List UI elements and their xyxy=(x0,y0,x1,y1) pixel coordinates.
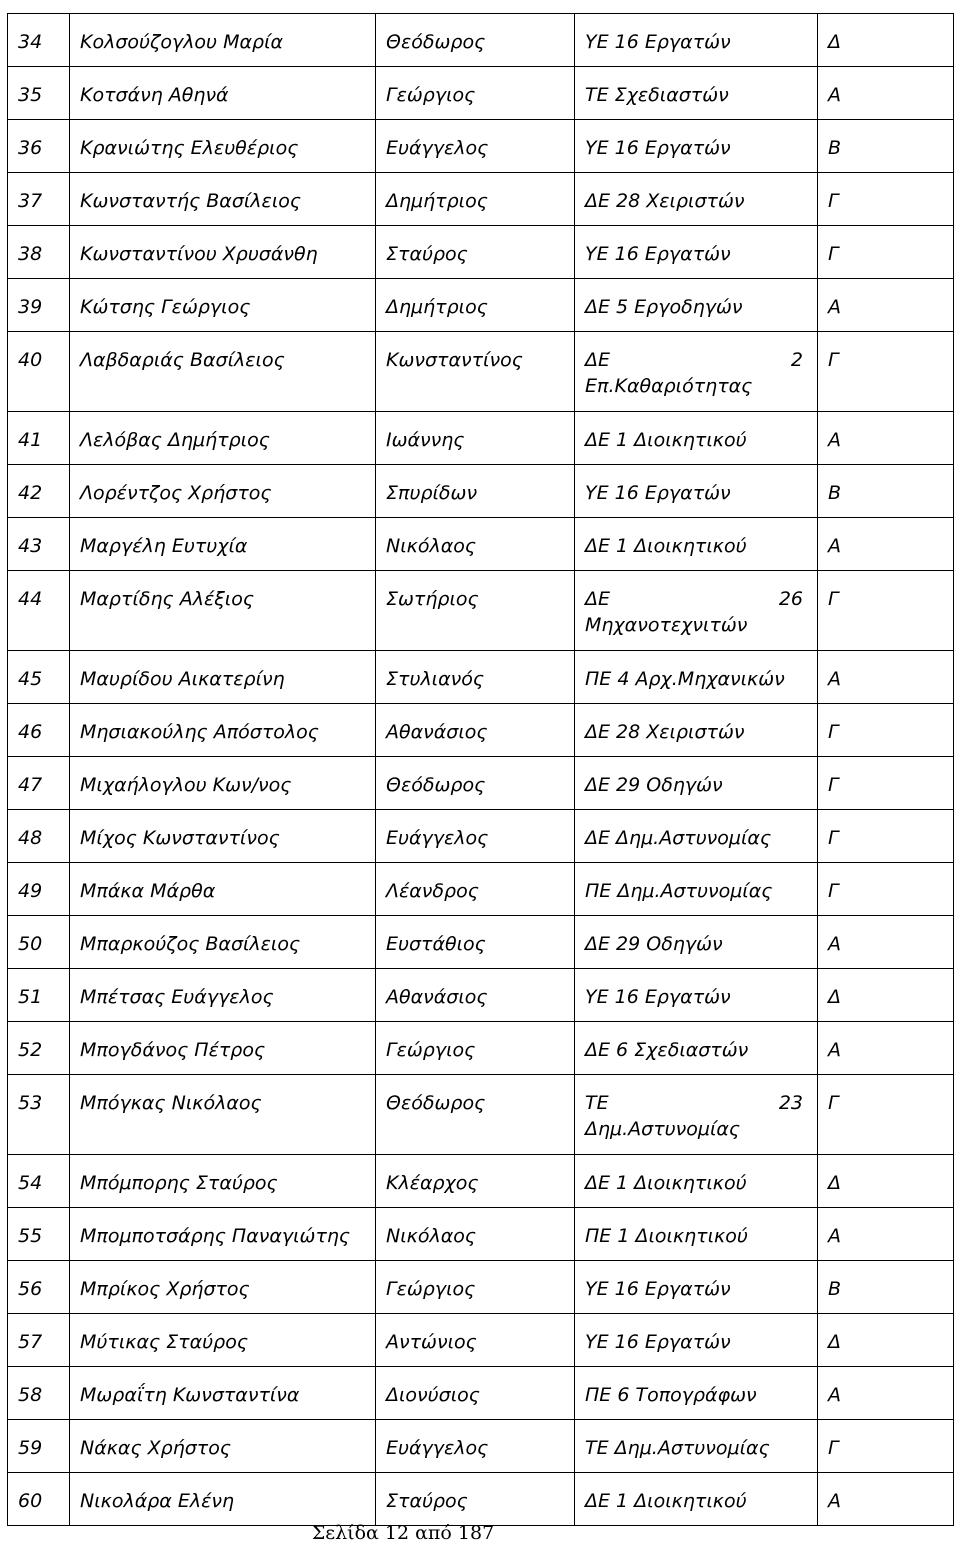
roster-page xyxy=(7,13,953,1526)
group-letter: Α xyxy=(818,651,954,704)
employee-table xyxy=(7,13,954,1526)
employee-name: Μπογδάνος Πέτρος xyxy=(70,1022,376,1075)
table-row xyxy=(8,757,954,810)
group-letter: Γ xyxy=(818,810,954,863)
employee-name: Μπρίκος Χρήστος xyxy=(70,1261,376,1314)
employee-name: Λορέντζος Χρήστος xyxy=(70,465,376,518)
father-name: Διονύσιος xyxy=(376,1367,575,1420)
employee-name: Κώτσης Γεώργιος xyxy=(70,279,376,332)
group-letter: Γ xyxy=(818,571,954,651)
employee-name: Κρανιώτης Ελευθέριος xyxy=(70,120,376,173)
row-number: 48 xyxy=(8,810,70,863)
father-name: Θεόδωρος xyxy=(376,757,575,810)
specialty: ΤΕ Δημ.Αστυνομίας xyxy=(575,1420,818,1473)
specialty: ΔΕ 1 Διοικητικού xyxy=(575,1473,818,1526)
row-number: 49 xyxy=(8,863,70,916)
row-number: 43 xyxy=(8,518,70,571)
specialty-code: 26 xyxy=(778,588,803,610)
table-row xyxy=(8,412,954,465)
father-name: Αντώνιος xyxy=(376,1314,575,1367)
table-row xyxy=(8,651,954,704)
table-row xyxy=(8,1075,954,1155)
table-row xyxy=(8,1473,954,1526)
father-name: Θεόδωρος xyxy=(376,1075,575,1155)
group-letter: Α xyxy=(818,1473,954,1526)
specialty: ΠΕ 6 Τοπογράφων xyxy=(575,1367,818,1420)
father-name: Γεώργιος xyxy=(376,1022,575,1075)
table-row xyxy=(8,969,954,1022)
table-row xyxy=(8,1155,954,1208)
row-number: 51 xyxy=(8,969,70,1022)
specialty-grade: ΤΕ xyxy=(585,1092,609,1114)
specialty-line-2: Επ.Καθαριότητας xyxy=(585,375,753,397)
row-number: 35 xyxy=(8,67,70,120)
father-name: Ιωάννης xyxy=(376,412,575,465)
father-name: Γεώργιος xyxy=(376,1261,575,1314)
specialty-line-2: Δημ.Αστυνομίας xyxy=(585,1118,741,1140)
row-number: 44 xyxy=(8,571,70,651)
row-number: 58 xyxy=(8,1367,70,1420)
group-letter: Γ xyxy=(818,1420,954,1473)
father-name: Νικόλαος xyxy=(376,1208,575,1261)
employee-name: Λαβδαριάς Βασίλειος xyxy=(70,332,376,412)
father-name: Στυλιανός xyxy=(376,651,575,704)
group-letter: Γ xyxy=(818,226,954,279)
row-number: 52 xyxy=(8,1022,70,1075)
specialty: ΔΕ 29 Οδηγών xyxy=(575,757,818,810)
employee-name: Μπαρκούζος Βασίλειος xyxy=(70,916,376,969)
specialty-grade: ΔΕ xyxy=(585,588,611,610)
specialty-code: 23 xyxy=(778,1092,803,1114)
specialty: ΥΕ 16 Εργατών xyxy=(575,120,818,173)
row-number: 40 xyxy=(8,332,70,412)
specialty: ΔΕ 1 Διοικητικού xyxy=(575,518,818,571)
father-name: Ευάγγελος xyxy=(376,810,575,863)
table-row xyxy=(8,1314,954,1367)
row-number: 38 xyxy=(8,226,70,279)
group-letter: Δ xyxy=(818,1314,954,1367)
employee-name: Κολσούζογλου Μαρία xyxy=(70,14,376,67)
row-number: 50 xyxy=(8,916,70,969)
specialty: ΔΕ 28 Χειριστών xyxy=(575,704,818,757)
specialty-code: 2 xyxy=(790,349,803,371)
specialty: ΥΕ 16 Εργατών xyxy=(575,1261,818,1314)
group-letter: Γ xyxy=(818,1075,954,1155)
group-letter: Α xyxy=(818,916,954,969)
father-name: Σταύρος xyxy=(376,1473,575,1526)
specialty: ΔΕ 28 Χειριστών xyxy=(575,173,818,226)
employee-name: Νικολάρα Ελένη xyxy=(70,1473,376,1526)
employee-name: Νάκας Χρήστος xyxy=(70,1420,376,1473)
row-number: 56 xyxy=(8,1261,70,1314)
row-number: 47 xyxy=(8,757,70,810)
employee-name: Μωραΐτη Κωνσταντίνα xyxy=(70,1367,376,1420)
group-letter: Α xyxy=(818,279,954,332)
group-letter: Γ xyxy=(818,332,954,412)
group-letter: Γ xyxy=(818,173,954,226)
employee-name: Μαρτίδης Αλέξιος xyxy=(70,571,376,651)
table-row xyxy=(8,332,954,412)
row-number: 34 xyxy=(8,14,70,67)
father-name: Κλέαρχος xyxy=(376,1155,575,1208)
group-letter: Δ xyxy=(818,14,954,67)
table-row xyxy=(8,67,954,120)
father-name: Λέανδρος xyxy=(376,863,575,916)
group-letter: Α xyxy=(818,1367,954,1420)
group-letter: Δ xyxy=(818,969,954,1022)
employee-name: Μίχος Κωνσταντίνος xyxy=(70,810,376,863)
employee-name: Μαυρίδου Αικατερίνη xyxy=(70,651,376,704)
row-number: 39 xyxy=(8,279,70,332)
specialty: ΔΕ 29 Οδηγών xyxy=(575,916,818,969)
specialty xyxy=(575,571,818,651)
specialty: ΥΕ 16 Εργατών xyxy=(575,1314,818,1367)
employee-name: Κοτσάνη Αθηνά xyxy=(70,67,376,120)
father-name: Αθανάσιος xyxy=(376,704,575,757)
specialty: ΥΕ 16 Εργατών xyxy=(575,226,818,279)
employee-name: Μησιακούλης Απόστολος xyxy=(70,704,376,757)
father-name: Δημήτριος xyxy=(376,173,575,226)
table-row xyxy=(8,1022,954,1075)
employee-name: Μπομποτσάρης Παναγιώτης xyxy=(70,1208,376,1261)
group-letter: Α xyxy=(818,1022,954,1075)
row-number: 55 xyxy=(8,1208,70,1261)
employee-name: Λελόβας Δημήτριος xyxy=(70,412,376,465)
row-number: 37 xyxy=(8,173,70,226)
table-row xyxy=(8,863,954,916)
father-name: Γεώργιος xyxy=(376,67,575,120)
father-name: Θεόδωρος xyxy=(376,14,575,67)
table-row xyxy=(8,173,954,226)
specialty: ΤΕ Σχεδιαστών xyxy=(575,67,818,120)
table-row xyxy=(8,518,954,571)
group-letter: Γ xyxy=(818,757,954,810)
page-number: Σελίδα 12 από 187 xyxy=(311,1522,495,1544)
table-row xyxy=(8,810,954,863)
father-name: Ευστάθιος xyxy=(376,916,575,969)
group-letter: Α xyxy=(818,1208,954,1261)
row-number: 60 xyxy=(8,1473,70,1526)
employee-name: Μπέτσας Ευάγγελος xyxy=(70,969,376,1022)
father-name: Ευάγγελος xyxy=(376,1420,575,1473)
employee-name: Μιχαήλογλου Κων/νος xyxy=(70,757,376,810)
specialty-line-1 xyxy=(585,1090,817,1116)
specialty-line-1 xyxy=(585,586,817,612)
group-letter: Γ xyxy=(818,863,954,916)
table-row xyxy=(8,704,954,757)
specialty: ΠΕ 4 Αρχ.Μηχανικών xyxy=(575,651,818,704)
specialty: ΔΕ 5 Εργοδηγών xyxy=(575,279,818,332)
father-name: Σταύρος xyxy=(376,226,575,279)
father-name: Σπυρίδων xyxy=(376,465,575,518)
group-letter: Β xyxy=(818,120,954,173)
row-number: 57 xyxy=(8,1314,70,1367)
employee-name: Κωνσταντής Βασίλειος xyxy=(70,173,376,226)
employee-name: Κωνσταντίνου Χρυσάνθη xyxy=(70,226,376,279)
specialty-line-1 xyxy=(585,347,817,373)
employee-name: Μπόγκας Νικόλαος xyxy=(70,1075,376,1155)
specialty: ΥΕ 16 Εργατών xyxy=(575,465,818,518)
group-letter: Β xyxy=(818,1261,954,1314)
table-row xyxy=(8,120,954,173)
specialty: ΠΕ 1 Διοικητικού xyxy=(575,1208,818,1261)
specialty: ΥΕ 16 Εργατών xyxy=(575,14,818,67)
father-name: Νικόλαος xyxy=(376,518,575,571)
table-row xyxy=(8,465,954,518)
table-row xyxy=(8,226,954,279)
table-row xyxy=(8,1420,954,1473)
row-number: 42 xyxy=(8,465,70,518)
specialty: ΔΕ 1 Διοικητικού xyxy=(575,412,818,465)
row-number: 53 xyxy=(8,1075,70,1155)
specialty: ΔΕ 6 Σχεδιαστών xyxy=(575,1022,818,1075)
table-row xyxy=(8,1208,954,1261)
specialty-line-2: Μηχανοτεχνιτών xyxy=(585,614,748,636)
table-row xyxy=(8,279,954,332)
specialty: ΠΕ Δημ.Αστυνομίας xyxy=(575,863,818,916)
specialty: ΔΕ 1 Διοικητικού xyxy=(575,1155,818,1208)
father-name: Ευάγγελος xyxy=(376,120,575,173)
row-number: 46 xyxy=(8,704,70,757)
table-row xyxy=(8,1367,954,1420)
group-letter: Γ xyxy=(818,704,954,757)
group-letter: Α xyxy=(818,518,954,571)
table-row xyxy=(8,916,954,969)
group-letter: Δ xyxy=(818,1155,954,1208)
group-letter: Α xyxy=(818,412,954,465)
specialty-grade: ΔΕ xyxy=(585,349,611,371)
group-letter: Α xyxy=(818,67,954,120)
employee-name: Μπόμπορης Σταύρος xyxy=(70,1155,376,1208)
specialty: ΔΕ Δημ.Αστυνομίας xyxy=(575,810,818,863)
table-row xyxy=(8,14,954,67)
table-row xyxy=(8,1261,954,1314)
row-number: 59 xyxy=(8,1420,70,1473)
table-row xyxy=(8,571,954,651)
specialty: ΥΕ 16 Εργατών xyxy=(575,969,818,1022)
specialty xyxy=(575,1075,818,1155)
group-letter: Β xyxy=(818,465,954,518)
row-number: 45 xyxy=(8,651,70,704)
page-footer xyxy=(0,1522,960,1544)
employee-name: Μύτικας Σταύρος xyxy=(70,1314,376,1367)
row-number: 36 xyxy=(8,120,70,173)
father-name: Αθανάσιος xyxy=(376,969,575,1022)
father-name: Δημήτριος xyxy=(376,279,575,332)
father-name: Κωνσταντίνος xyxy=(376,332,575,412)
row-number: 41 xyxy=(8,412,70,465)
employee-name: Μπάκα Μάρθα xyxy=(70,863,376,916)
row-number: 54 xyxy=(8,1155,70,1208)
specialty xyxy=(575,332,818,412)
father-name: Σωτήριος xyxy=(376,571,575,651)
employee-name: Μαργέλη Ευτυχία xyxy=(70,518,376,571)
